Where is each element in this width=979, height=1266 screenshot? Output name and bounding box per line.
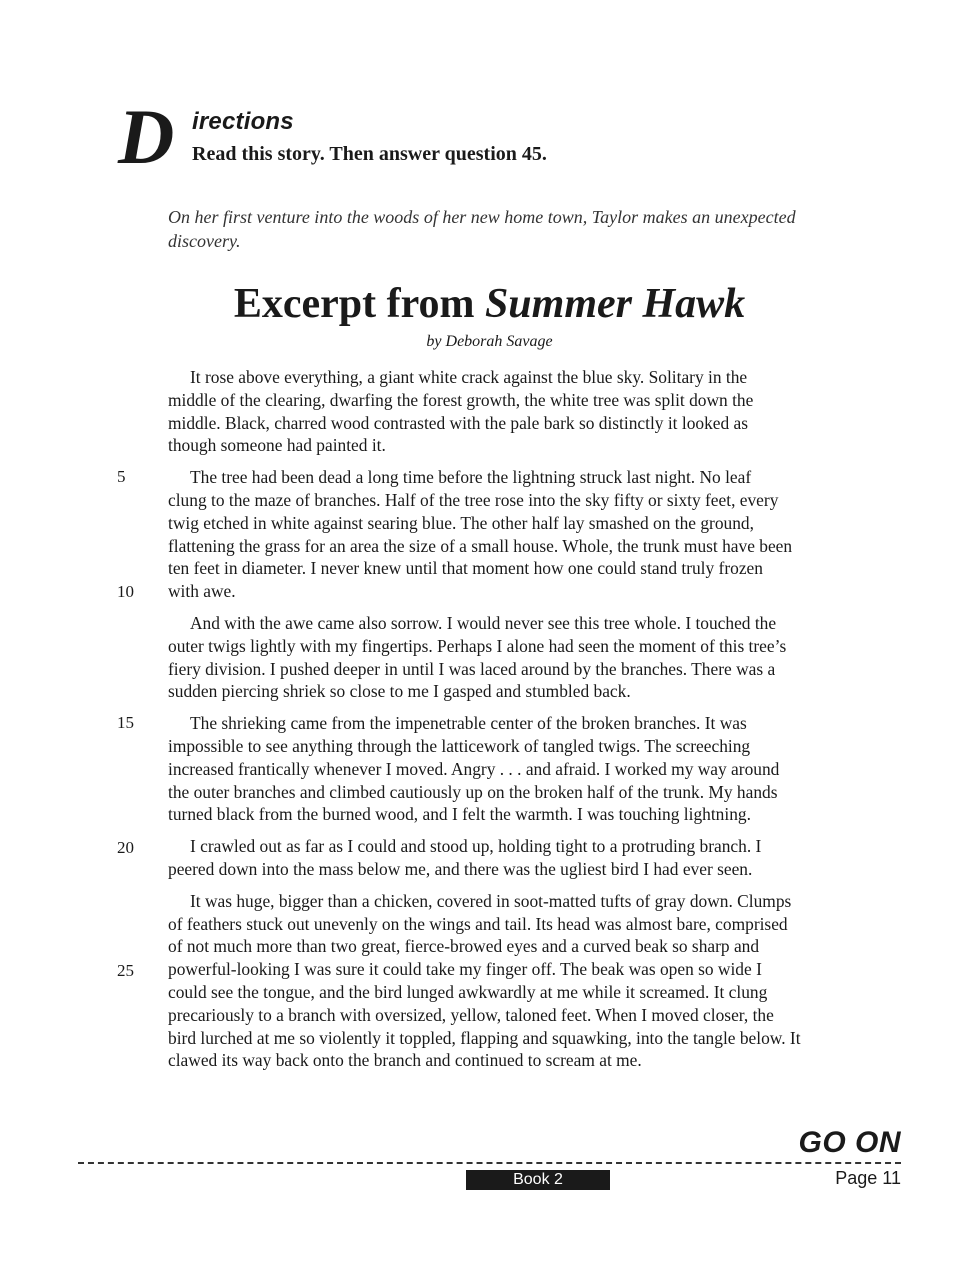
line-number: 20 xyxy=(117,838,134,857)
line-number: 5 xyxy=(117,467,126,486)
story-line: could see the tongue, and the bird lunged awkwardly at me while it screamed. It clung xyxy=(168,981,768,1002)
story-line: clawed its way back onto the branch and continued to scream at me. xyxy=(168,1050,642,1071)
directions-header xyxy=(118,93,718,186)
story-intro: On her first venture into the woods of her new home town, Taylor makes an unexpected discovery. xyxy=(168,207,796,251)
story-paragraph xyxy=(168,366,858,457)
story-line: of feathers stuck out unevenly on the wings and tail. Its head was almost bare, comprised xyxy=(168,913,788,934)
story-line: clung to the maze of branches. Half of the tree rose into the sky fifty or sixty feet, every xyxy=(168,489,779,510)
line-number: 10 xyxy=(117,582,134,601)
go-on-label: GO ON xyxy=(798,1126,901,1159)
footer-divider xyxy=(78,1162,901,1164)
story-line: fiery division. I pushed deeper in until I was laced around by the branches. There was a xyxy=(168,658,776,679)
story-line: impossible to see anything through the latticework of tangled twigs. The screeching xyxy=(168,735,751,756)
story-line: It was huge, bigger than a chicken, covered in soot-matted tufts of gray down. Clumps xyxy=(190,890,792,911)
directions-instruction: Read this story. Then answer question 45. xyxy=(192,143,547,165)
story-line: increased frantically whenever I moved. Angry . . . and afraid. I worked my way around xyxy=(168,758,780,779)
directions-drop-cap: D xyxy=(118,93,175,180)
book-label: Book 2 xyxy=(466,1170,610,1190)
story-line: ten feet in diameter. I never knew until that moment how one could stand truly frozen xyxy=(168,558,763,579)
story-line: flattening the grass for an area the size of a small house. Whole, the trunk must have been xyxy=(168,535,793,556)
story-paragraph xyxy=(168,712,858,826)
story-line: middle. Black, charred wood contrasted with the pale bark so distinctly it looked as xyxy=(168,412,749,433)
line-number: 25 xyxy=(117,961,134,980)
story-line: middle of the clearing, dwarfing the forest growth, the white tree was split down the xyxy=(168,389,754,410)
story-body xyxy=(168,366,858,1081)
story-line: though someone had painted it. xyxy=(168,435,386,456)
line-number: 15 xyxy=(117,713,134,732)
story-paragraph xyxy=(168,612,858,703)
story-title xyxy=(0,278,979,330)
story-line: outer twigs lightly with my fingertips. Perhaps I alone had seen the moment of this tree’s xyxy=(168,635,787,656)
story-line: the outer branches and climbed cautiously up on the broken half of the trunk. My hands xyxy=(168,781,778,802)
story-paragraph xyxy=(168,466,858,603)
story-paragraph xyxy=(168,890,858,1072)
story-line: turned black from the burned wood, and I felt the warmth. I was touching lightning. xyxy=(168,804,751,825)
title-book: Summer Hawk xyxy=(484,281,746,327)
byline: by Deborah Savage xyxy=(426,333,553,350)
story-line: precariously to a branch with oversized, yellow, taloned feet. When I moved closer, the xyxy=(168,1004,774,1025)
title-prefix: Excerpt from xyxy=(233,281,485,327)
story-line: bird lurched at me so violently it toppled, flapping and squawking, into the tangle below. It xyxy=(168,1027,801,1048)
story-line: And with the awe came also sorrow. I would never see this tree whole. I touched the xyxy=(190,612,777,633)
story-line: The shrieking came from the impenetrable center of the broken branches. It was xyxy=(190,713,747,734)
story-line: of not much more than two great, fierce-browed eyes and a curved beak so sharp and xyxy=(168,936,760,957)
story-line: powerful-looking I was sure it could take my finger off. The beak was open so wide I xyxy=(168,959,762,980)
directions-heading: irections xyxy=(192,108,294,135)
story-line: twig etched in white against searing blue. The other half lay smashed on the ground, xyxy=(168,512,754,533)
story-line: peered down into the mass below me, and there was the ugliest bird I had ever seen. xyxy=(168,858,753,879)
story-line: I crawled out as far as I could and stood up, holding tight to a protruding branch. I xyxy=(190,836,762,857)
story-line: with awe. xyxy=(168,581,236,602)
story-line: The tree had been dead a long time before the lightning struck last night. No leaf xyxy=(190,467,752,488)
story-line: It rose above everything, a giant white crack against the blue sky. Solitary in the xyxy=(190,367,748,387)
story-paragraph xyxy=(168,835,858,881)
story-line: sudden piercing shriek so close to me I gasped and stumbled back. xyxy=(168,681,631,702)
page-number: Page 11 xyxy=(835,1168,901,1188)
